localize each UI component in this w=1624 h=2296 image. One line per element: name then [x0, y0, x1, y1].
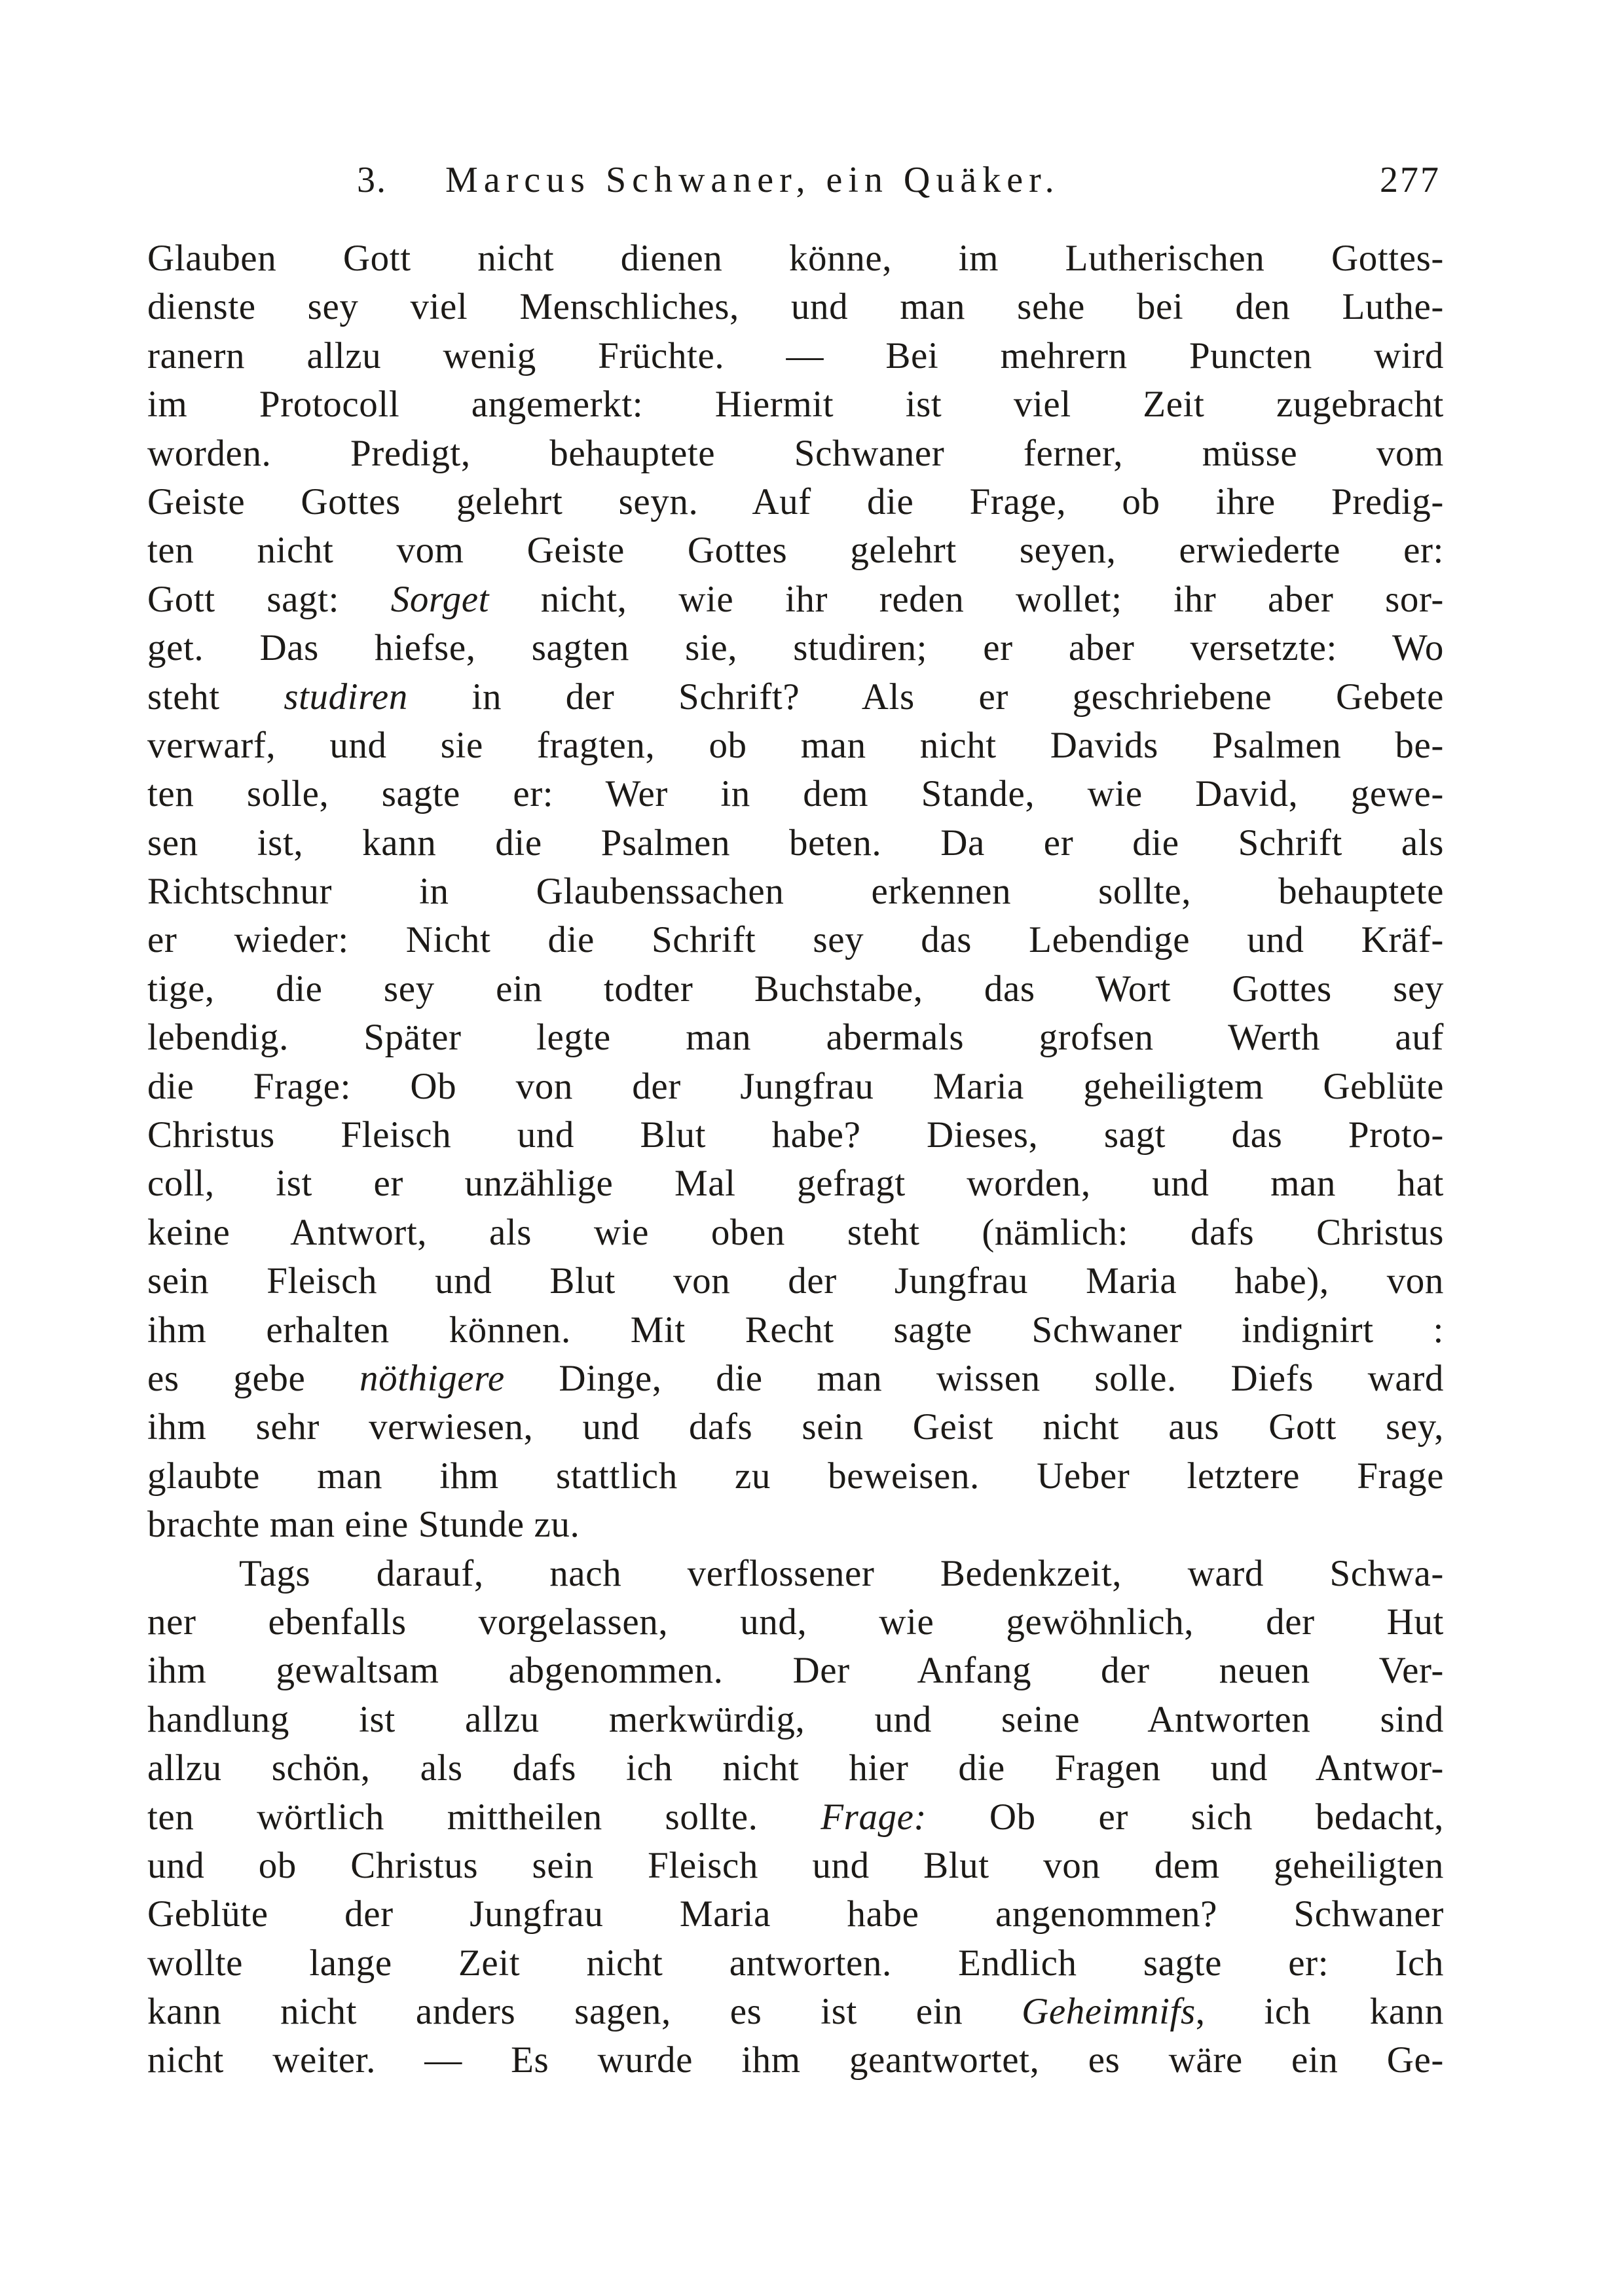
- text-line: ranern allzu wenig Früchte. — Bei mehrern Puncten wird: [147, 335, 1444, 376]
- text-line: sein Fleisch und Blut von der Jungfrau Maria habe), von: [147, 1260, 1444, 1302]
- text-line: Christus Fleisch und Blut habe? Dieses, sagt das Proto-: [147, 1114, 1444, 1156]
- text-line: allzu schön, als dafs ich nicht hier die Fragen und Antwor-: [147, 1747, 1444, 1789]
- text-line: ten solle, sagte er: Wer in dem Stande, wie David, gewe-: [147, 773, 1444, 815]
- text-line: brachte man eine Stunde zu.: [147, 1504, 580, 1546]
- text-line: glaubte man ihm stattlich zu beweisen. Ueber letztere Frage: [147, 1455, 1444, 1497]
- chapter-title: Marcus Schwaner, ein Quäker.: [445, 160, 1060, 200]
- text-run: es gebe: [147, 1357, 360, 1399]
- emphasis-text: Sorget: [390, 578, 490, 620]
- text-line: verwarf, und sie fragten, ob man nicht Davids Psalmen be-: [147, 724, 1444, 766]
- text-run: in der Schrift? Als er geschriebene Gebete: [407, 676, 1444, 718]
- text-line: Geiste Gottes gelehrt seyn. Auf die Frage, ob ihre Predig-: [147, 481, 1444, 522]
- text-run: nicht, wie ihr reden wollet; ihr aber sor-: [489, 578, 1445, 620]
- chapter-number: 3.: [357, 160, 387, 200]
- text-line: [147, 575, 1444, 624]
- text-run: kann nicht anders sagen, es ist ein: [147, 1991, 1022, 2033]
- text-line: die Frage: Ob von der Jungfrau Maria geheiligtem Geblüte: [147, 1065, 1444, 1107]
- running-head: [170, 154, 1441, 206]
- text-line: handlung ist allzu merkwürdig, und seine Antworten sind: [147, 1698, 1444, 1740]
- text-line: im Protocoll angemerkt: Hiermit ist viel Zeit zugebracht: [147, 384, 1444, 426]
- text-line: [147, 1988, 1444, 2036]
- text-line: [147, 1355, 1444, 1403]
- text-line: ihm erhalten können. Mit Recht sagte Schwaner indignirt :: [147, 1309, 1444, 1351]
- text-line: [147, 673, 1444, 721]
- text-line: Glauben Gott nicht dienen könne, im Lutherischen Gottes-: [147, 238, 1444, 279]
- text-line: [147, 1793, 1444, 1842]
- text-line: nicht weiter. — Es wurde ihm geantwortet, es wäre ein Ge-: [147, 2039, 1444, 2081]
- text-line: ten nicht vom Geiste Gottes gelehrt seyen, erwiederte er:: [147, 530, 1444, 572]
- text-run: Gott sagt:: [147, 578, 391, 620]
- text-line: get. Das hiefse, sagten sie, studiren; er aber versetzte: Wo: [147, 627, 1444, 669]
- text-run: Ob er sich bedacht,: [927, 1796, 1444, 1838]
- text-line: coll, ist er unzählige Mal gefragt worden, und man hat: [147, 1163, 1444, 1205]
- emphasis-text: studiren: [284, 676, 408, 718]
- text-run: ten wörtlich mittheilen sollte.: [147, 1796, 821, 1838]
- text-line: worden. Predigt, behauptete Schwaner ferner, müsse vom: [147, 432, 1444, 474]
- emphasis-text: Frage:: [821, 1796, 927, 1838]
- text-line: sen ist, kann die Psalmen beten. Da er die Schrift als: [147, 822, 1444, 864]
- text-line: Richtschnur in Glaubenssachen erkennen sollte, behauptete: [147, 871, 1444, 913]
- text-line: und ob Christus sein Fleisch und Blut von dem geheiligten: [147, 1844, 1444, 1886]
- text-line: dienste sey viel Menschliches, und man sehe bei den Luthe-: [147, 286, 1444, 328]
- emphasis-text: Geheimnifs: [1022, 1991, 1196, 2033]
- text-line: ner ebenfalls vorgelassen, und, wie gewöhnlich, der Hut: [147, 1601, 1444, 1643]
- text-line: wollte lange Zeit nicht antworten. Endlich sagte er: Ich: [147, 1942, 1444, 1984]
- text-line: tige, die sey ein todter Buchstabe, das Wort Gottes sey: [147, 968, 1444, 1010]
- text-line: lebendig. Später legte man abermals grofsen Werth auf: [147, 1017, 1444, 1059]
- page-number: 277: [1380, 160, 1441, 200]
- text-line: Geblüte der Jungfrau Maria habe angenommen? Schwaner: [147, 1893, 1444, 1935]
- text-run: steht: [147, 676, 284, 718]
- body-text: [147, 234, 1444, 2085]
- text-line: ihm gewaltsam abgenommen. Der Anfang der neuen Ver-: [147, 1650, 1444, 1692]
- text-run: Dinge, die man wissen solle. Diefs ward: [504, 1357, 1444, 1399]
- text-line: ihm sehr verwiesen, und dafs sein Geist nicht aus Gott sey,: [147, 1406, 1444, 1448]
- text-line: Tags darauf, nach verflossener Bedenkzeit, ward Schwa-: [239, 1552, 1444, 1594]
- text-line: keine Antwort, als wie oben steht (nämlich: dafs Christus: [147, 1211, 1444, 1253]
- emphasis-text: nöthigere: [360, 1357, 505, 1399]
- text-run: , ich kann: [1195, 1991, 1445, 2033]
- text-line: er wieder: Nicht die Schrift sey das Lebendige und Kräf-: [147, 919, 1444, 961]
